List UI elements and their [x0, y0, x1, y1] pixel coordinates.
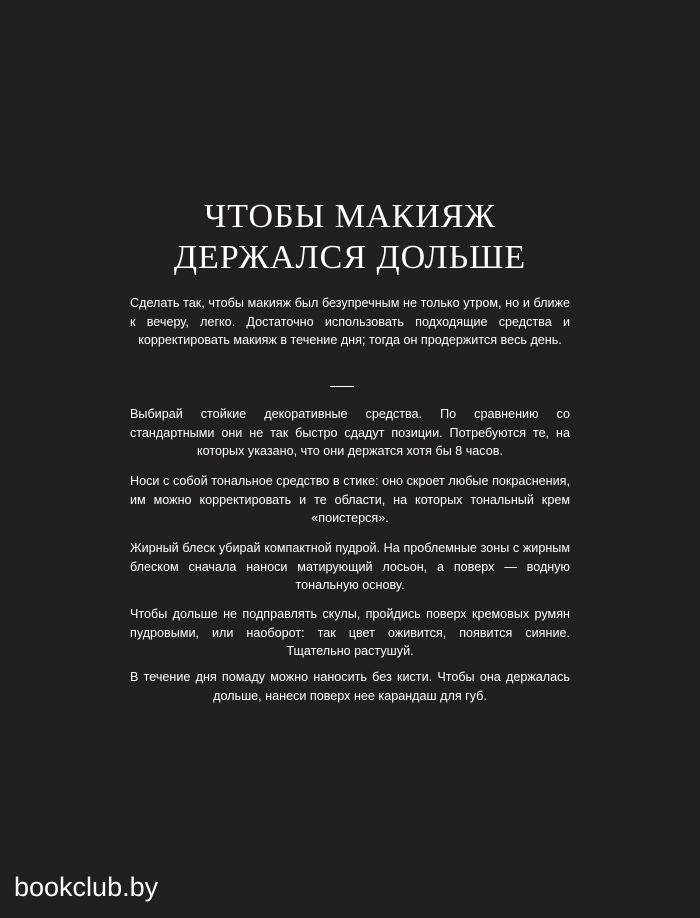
tip-paragraph-5: В течение дня помаду можно наносить без кисти. Чтобы она держалась дольше, нанеси поверх нее карандаш для губ.: [130, 670, 570, 703]
tip-paragraph-2: Носи с собой тональное средство в стике: оно скроет любые покраснения, им можно корректировать и те области, на которых тональный крем «поистерся».: [130, 474, 570, 526]
page-title: [0, 196, 700, 278]
intro-paragraph: Сделать так, чтобы макияж был безупречным не только утром, но и ближе к вечеру, легко. Достаточно использовать подходящие средства и корректировать макияж в течение дня; тогда он продержится весь день.: [130, 296, 570, 348]
page-title-line-1: ЧТОБЫ МАКИЯЖ: [204, 198, 496, 235]
section-divider: [330, 386, 354, 387]
tip-paragraph-4: Чтобы дольше не подправлять скулы, пройдись поверх кремовых румян пудровыми, или наоборот: так цвет оживится, появится сияние. Тщательно растушуй.: [130, 607, 570, 659]
tip-paragraph-3: Жирный блеск убирай компактной пудрой. На проблемные зоны с жирным блеском сначала наноси матирующий лосьон, а поверх — водную тональную основу.: [130, 541, 570, 593]
tip-paragraph-1: Выбирай стойкие декоративные средства. По сравнению со стандартными они не так быстро сдадут позиции. Потребуются те, на которых указано, что они держатся хотя бы 8 часов.: [130, 407, 570, 459]
page-title-line-2: ДЕРЖАЛСЯ ДОЛЬШЕ: [173, 239, 527, 276]
watermark-text: bookclub.by: [14, 872, 159, 902]
